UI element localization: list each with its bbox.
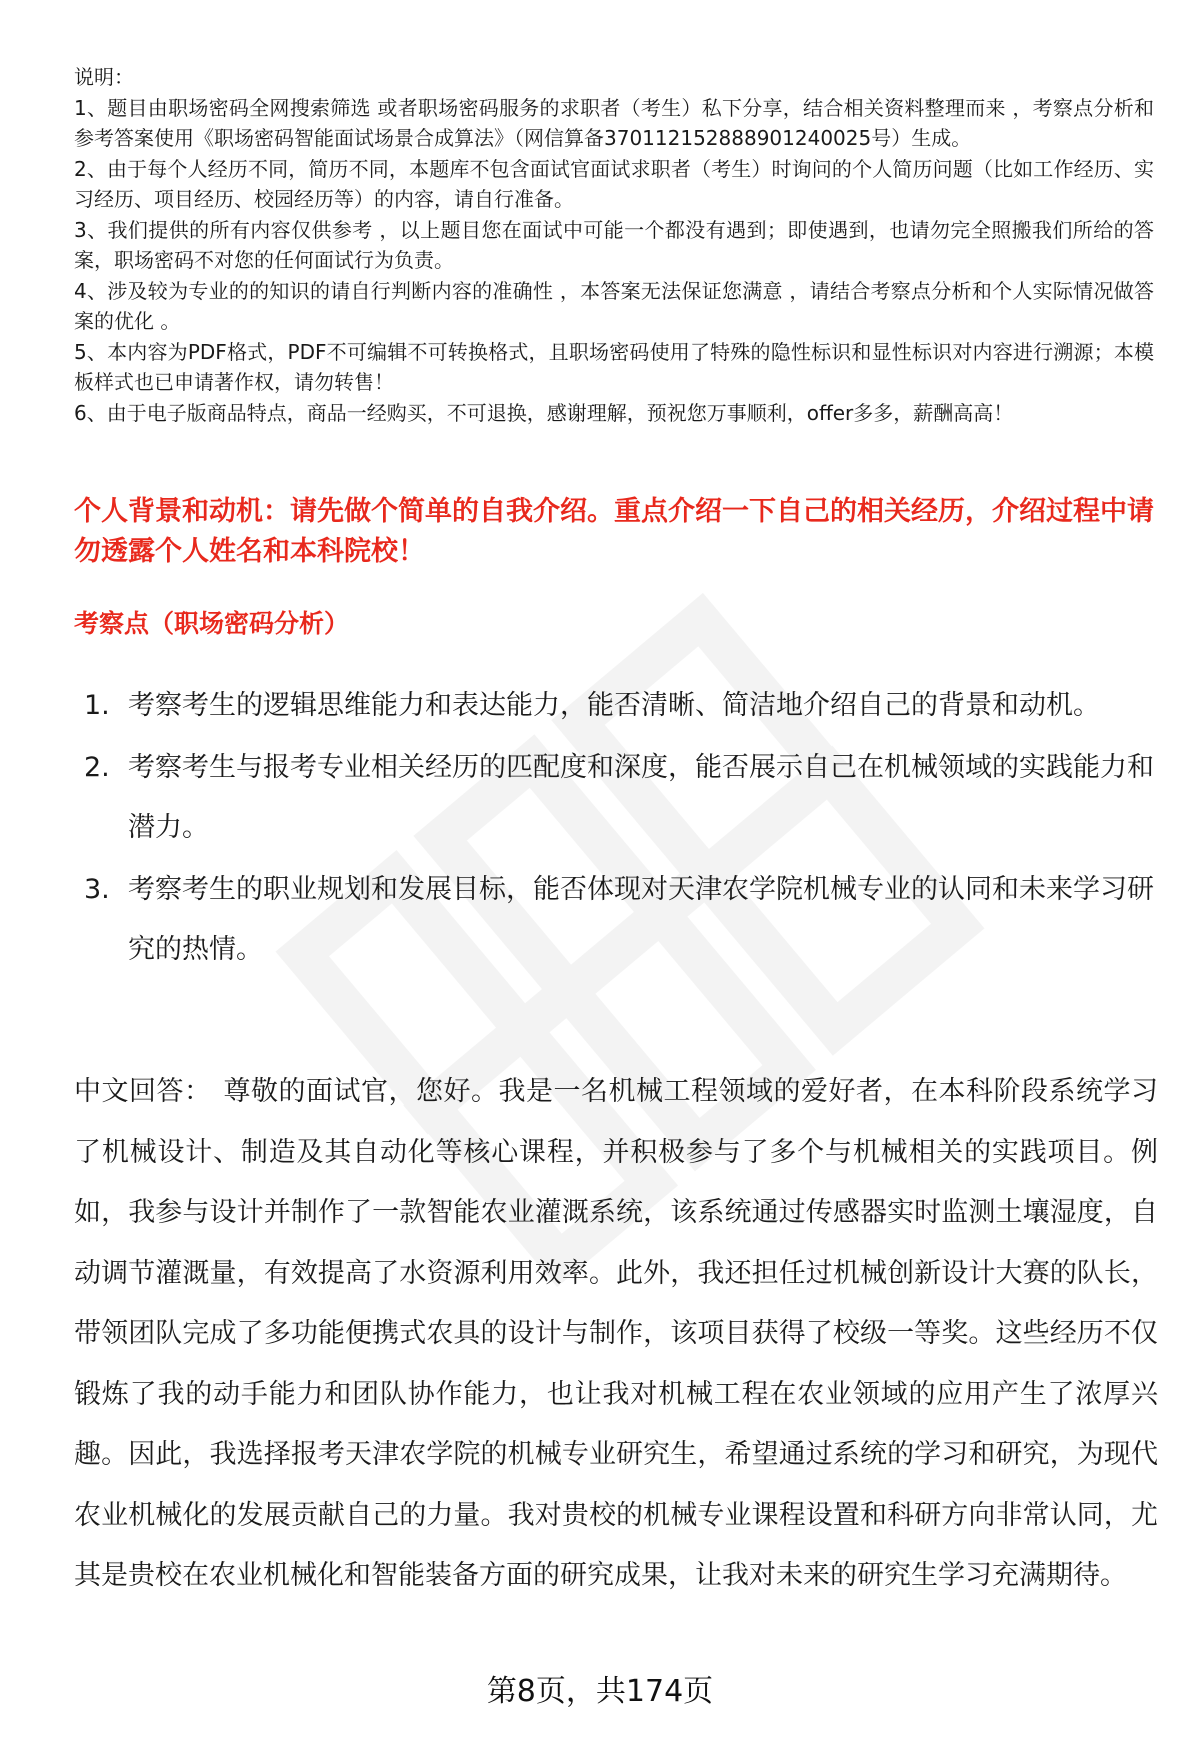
note-item: 2、由于每个人经历不同，简历不同，本题库不包含面试官面试求职者（考生）时询问的个人简历问题（比如工作经历、实习经历、项目经历、校园经历等）的内容，请自行准备。 bbox=[74, 156, 1154, 211]
analysis-point bbox=[84, 738, 1154, 858]
note-item: 1、题目由职场密码全网搜索筛选 或者职场密码服务的求职者（考生）私下分享，结合相关资料整理而来 ，考察点分析和参考答案使用《职场密码智能面试场景合成算法》（网信算备370112152888901240025号）生成。 bbox=[74, 95, 1154, 150]
answer-text: 尊敬的面试官，您好。我是一名机械工程领域的爱好者，在本科阶段系统学习了机械设计、制造及其自动化等核心课程，并积极参与了多个与机械相关的实践项目。例如，我参与设计并制作了一款智能农业灌溉系统，该系统通过传感器实时监测土壤湿度，自动调节灌溉量，有效提高了水资源利用效率。此外，我还担任过机械创新设计大赛的队长，带领团队完成了多功能便携式农具的设计与制作，该项目获得了校级一等奖。这些经历不仅锻炼了我的动手能力和团队协作能力，也让我对机械工程在农业领域的应用产生了浓厚兴趣。因此，我选择报考天津农学院的机械专业研究生，希望通过系统的学习和研究，为现代农业机械化的发展贡献自己的力量。我对贵校的机械专业课程设置和科研方向非常认同，尤其是贵校在农业机械化和智能装备方面的研究成果，让我对未来的研究生学习充满期待。 bbox=[74, 1076, 1158, 1591]
interview-question: 个人背景和动机：请先做个简单的自我介绍。重点介绍一下自己的相关经历，介绍过程中请勿透露个人姓名和本科院校！ bbox=[74, 496, 1154, 567]
disclaimer-notes bbox=[74, 62, 1154, 428]
point-number: 3. bbox=[84, 874, 110, 905]
point-number: 1. bbox=[84, 690, 110, 721]
answer-paragraph bbox=[74, 1062, 1158, 1607]
point-text: 考察考生与报考专业相关经历的匹配度和深度，能否展示自己在机械领域的实践能力和潜力。 bbox=[128, 752, 1154, 843]
analysis-point bbox=[84, 860, 1154, 980]
note-item: 3、我们提供的所有内容仅供参考 ，以上题目您在面试中可能一个都没有遇到；即使遇到，也请勿完全照搬我们所给的答案，职场密码不对您的任何面试行为负责。 bbox=[74, 217, 1154, 272]
note-item: 4、涉及较为专业的的知识的请自行判断内容的准确性 ，本答案无法保证您满意 ，请结合考察点分析和个人实际情况做答案的优化 。 bbox=[74, 278, 1154, 333]
note-item: 6、由于电子版商品特点，商品一经购买，不可退换，感谢理解，预祝您万事顺利，offer多多，薪酬高高！ bbox=[74, 400, 1014, 425]
analysis-points bbox=[84, 676, 1154, 982]
page-footer: 第8页，共174页 bbox=[486, 1674, 714, 1709]
point-number: 2. bbox=[84, 752, 110, 783]
point-text: 考察考生的逻辑思维能力和表达能力，能否清晰、简洁地介绍自己的背景和动机。 bbox=[128, 690, 1100, 721]
notes-title: 说明： bbox=[74, 65, 134, 89]
point-text: 考察考生的职业规划和发展目标，能否体现对天津农学院机械专业的认同和未来学习研究的热情。 bbox=[128, 874, 1154, 965]
analysis-heading: 考察点（职场密码分析） bbox=[74, 609, 350, 638]
answer-label: 中文回答： bbox=[74, 1076, 212, 1107]
analysis-point bbox=[84, 676, 1154, 736]
note-item: 5、本内容为PDF格式，PDF不可编辑不可转换格式，且职场密码使用了特殊的隐性标识和显性标识对内容进行溯源；本模板样式也已申请著作权，请勿转售！ bbox=[74, 339, 1154, 394]
